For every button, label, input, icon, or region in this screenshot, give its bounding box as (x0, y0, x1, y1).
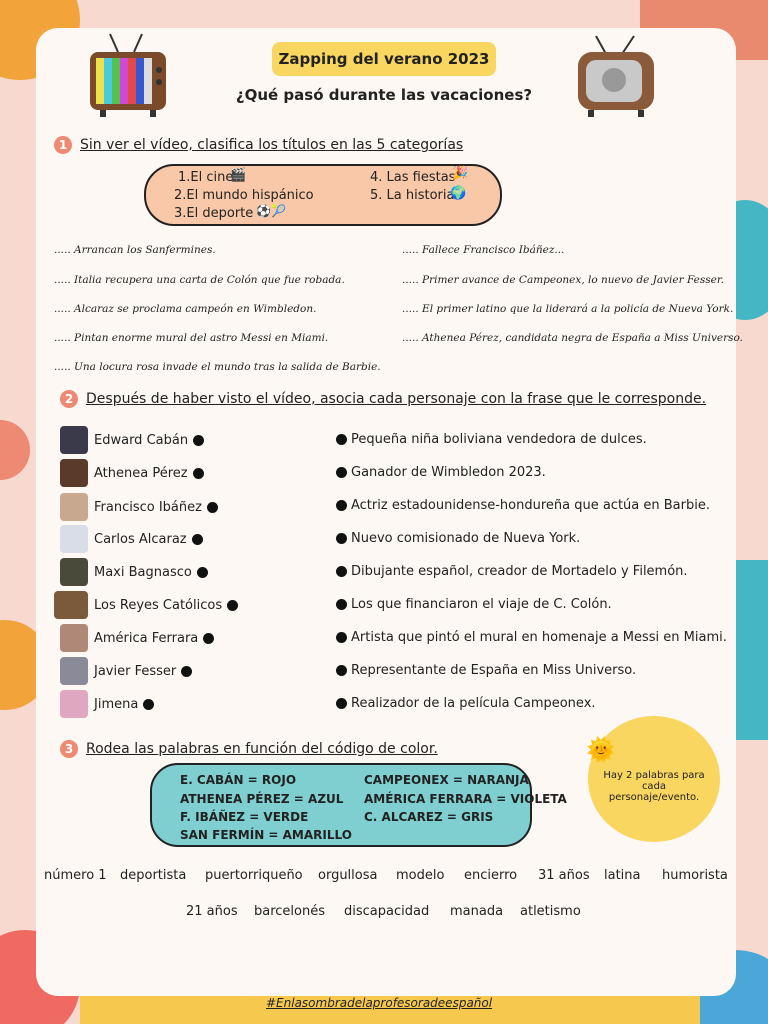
category-item: 1.El cine (178, 170, 234, 185)
match-dot[interactable] (193, 435, 204, 446)
category-item: 3.El deporte (174, 206, 254, 221)
person-item[interactable] (60, 426, 204, 454)
match-dot[interactable] (181, 666, 192, 677)
person-photo (60, 624, 88, 652)
person-photo (60, 690, 88, 718)
match-dot[interactable] (336, 500, 347, 511)
phrase-item[interactable] (336, 663, 636, 678)
person-item[interactable] (54, 591, 238, 619)
match-dot[interactable] (197, 567, 208, 578)
tv-icon (88, 30, 168, 118)
phrase-item[interactable] (336, 597, 612, 612)
page-title: Zapping del verano 2023 (272, 42, 496, 76)
color-code: SAN FERMÍN = AMARILLO (180, 828, 352, 842)
word-option[interactable]: discapacidad (344, 904, 430, 919)
match-dot[interactable] (336, 467, 347, 478)
page-subtitle: ¿Qué pasó durante las vacaciones? (235, 86, 533, 104)
word-option[interactable]: 21 años (186, 904, 238, 919)
section-instruction: Rodea las palabras en función del código de color. (86, 741, 438, 757)
person-item[interactable] (60, 493, 218, 521)
person-name: Los Reyes Católicos (94, 597, 223, 613)
color-code: F. IBÁÑEZ = VERDE (180, 810, 309, 824)
word-option[interactable]: orgullosa (318, 868, 378, 883)
match-dot[interactable] (192, 534, 203, 545)
word-option[interactable]: modelo (396, 868, 445, 883)
person-name: Maxi Bagnasco (94, 564, 192, 580)
section-instruction: Después de haber visto el vídeo, asocia cada personaje con la frase que le corresponde. (86, 391, 707, 407)
word-option[interactable]: 31 años (538, 868, 590, 883)
news-title: ..... Athenea Pérez, candidata negra de España a Miss Universo. (402, 332, 744, 344)
match-dot[interactable] (336, 599, 347, 610)
person-photo (60, 426, 88, 454)
news-title: ..... El primer latino que la liderará a la policía de Nueva York. (402, 303, 734, 315)
section-1-header (54, 136, 463, 154)
phrase-text: Actriz estadounidense-hondureña que actúa en Barbie. (351, 498, 710, 513)
phrase-item[interactable] (336, 630, 727, 645)
match-dot[interactable] (203, 633, 214, 644)
color-code-box (150, 763, 567, 847)
person-photo (60, 558, 88, 586)
phrase-item[interactable] (336, 696, 596, 711)
sun-mascot-icon: 🌞 (586, 736, 616, 764)
match-dot[interactable] (193, 468, 204, 479)
phrase-text: Ganador de Wimbledon 2023. (351, 465, 546, 480)
match-dot[interactable] (207, 502, 218, 513)
person-photo (60, 493, 88, 521)
color-code: C. ALCAREZ = GRIS (364, 810, 494, 824)
match-dot[interactable] (336, 698, 347, 709)
word-option[interactable]: manada (450, 904, 504, 919)
phrase-item[interactable] (336, 498, 710, 513)
news-title: ..... Pintan enorme mural del astro Messi en Miami. (54, 332, 329, 344)
match-dot[interactable] (143, 699, 154, 710)
match-dot[interactable] (336, 434, 347, 445)
section-instruction: Sin ver el vídeo, clasifica los títulos en las 5 categorías (80, 137, 464, 153)
person-photo (60, 657, 88, 685)
news-title: ..... Fallece Francisco Ibáñez... (402, 244, 565, 256)
hint-note (588, 716, 720, 842)
news-title: ..... Arrancan los Sanfermines. (54, 244, 216, 256)
person-item[interactable] (60, 459, 204, 487)
category-item: 5. La historia (370, 188, 455, 203)
phrase-text: Representante de España en Miss Universo. (351, 663, 637, 678)
word-option[interactable]: deportista (120, 868, 187, 883)
section-number: 3 (60, 740, 78, 758)
news-title: ..... Primer avance de Campeonex, lo nuevo de Javier Fesser. (402, 274, 725, 286)
match-dot[interactable] (336, 665, 347, 676)
person-name: Jimena (94, 696, 139, 712)
person-name: América Ferrara (94, 630, 199, 646)
section-2-header (60, 390, 706, 408)
word-option[interactable]: humorista (662, 868, 728, 883)
category-item: 2.El mundo hispánico (174, 188, 314, 203)
person-photo (54, 591, 88, 619)
phrase-text: Los que financiaron el viaje de C. Colón. (351, 597, 612, 612)
person-name: Javier Fesser (94, 663, 177, 679)
person-photo (60, 525, 88, 553)
party-icon: 🎉 (452, 166, 469, 181)
word-option[interactable]: atletismo (520, 904, 581, 919)
tv-icon (576, 34, 656, 118)
person-name: Carlos Alcaraz (94, 531, 187, 547)
color-code: E. CABÁN = ROJO (180, 773, 297, 787)
color-code: CAMPEONEX = NARANJA (364, 773, 529, 787)
color-code: AMÉRICA FERRARA = VIOLETA (364, 792, 567, 806)
sports-balls-icon: ⚽🎾 (256, 204, 286, 218)
section-3-header (60, 740, 438, 758)
news-title: ..... Una locura rosa invade el mundo tras la salida de Barbie. (54, 361, 381, 373)
globe-icon: 🌍 (450, 186, 467, 201)
color-code: ATHENEA PÉREZ = AZUL (180, 792, 344, 806)
word-option[interactable]: latina (604, 868, 641, 883)
person-name: Edward Cabán (94, 432, 189, 448)
word-option[interactable]: barcelonés (254, 904, 325, 919)
match-dot[interactable] (336, 632, 347, 643)
phrase-text: Nuevo comisionado de Nueva York. (351, 531, 581, 546)
phrase-item[interactable] (336, 564, 688, 579)
match-dot[interactable] (336, 566, 347, 577)
phrase-text: Realizador de la película Campeonex. (351, 696, 596, 711)
word-option[interactable]: número 1 (44, 868, 107, 883)
phrase-item[interactable] (336, 432, 647, 447)
person-item[interactable] (60, 525, 203, 553)
person-item[interactable] (60, 657, 192, 685)
person-photo (60, 459, 88, 487)
clapperboard-icon: 🎬 (230, 168, 247, 183)
match-dot[interactable] (227, 600, 238, 611)
footer-hashtag[interactable]: #Enlasombradelaprofesoradeespañol (266, 996, 493, 1010)
categories-box (144, 164, 502, 226)
word-option[interactable]: puertorriqueño (205, 868, 303, 883)
match-dot[interactable] (336, 533, 347, 544)
news-title: ..... Alcaraz se proclama campeón en Wimbledon. (54, 303, 317, 315)
phrase-item[interactable] (336, 465, 546, 480)
phrase-text: Pequeña niña boliviana vendedora de dulces. (351, 432, 647, 447)
person-name: Francisco Ibáñez (94, 499, 202, 515)
word-option[interactable]: encierro (464, 868, 518, 883)
hint-text: Hay 2 palabras para cada personaje/evento. (603, 770, 705, 803)
person-item[interactable] (60, 624, 214, 652)
section-number: 2 (60, 390, 78, 408)
decor-shape (0, 420, 30, 480)
person-name: Athenea Pérez (94, 465, 188, 481)
category-item: 4. Las fiestas (370, 170, 456, 185)
person-item[interactable] (60, 558, 208, 586)
phrase-text: Artista que pintó el mural en homenaje a Messi en Miami. (351, 630, 727, 645)
person-item[interactable] (60, 690, 154, 718)
phrase-text: Dibujante español, creador de Mortadelo y Filemón. (351, 564, 688, 579)
phrase-item[interactable] (336, 531, 580, 546)
news-title: ..... Italia recupera una carta de Colón que fue robada. (54, 274, 345, 286)
section-number: 1 (54, 136, 72, 154)
